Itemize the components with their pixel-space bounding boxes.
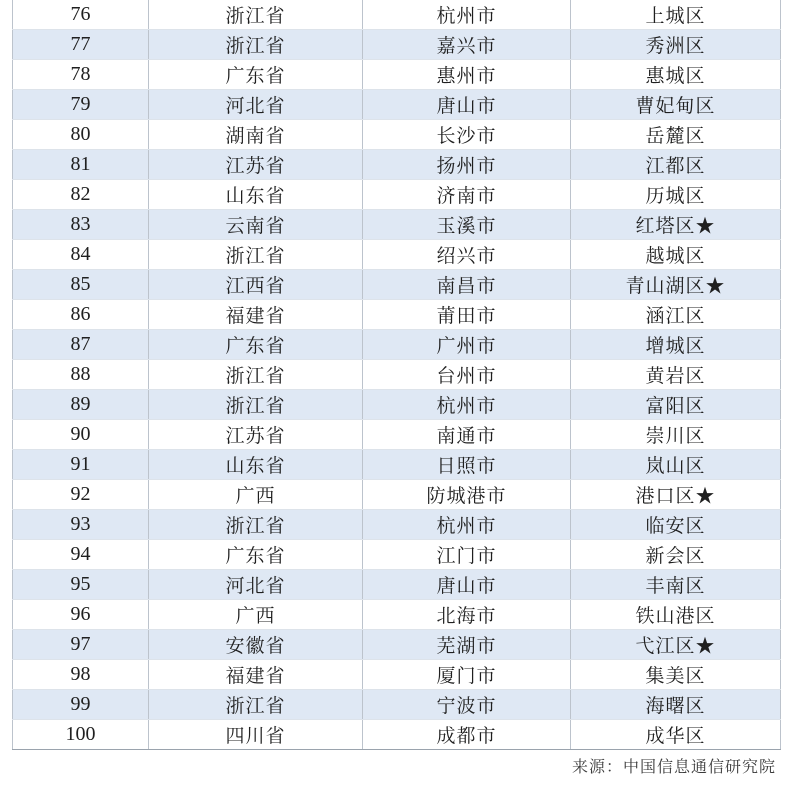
province-cell: 福建省 <box>149 660 363 690</box>
rank-cell: 86 <box>13 300 149 330</box>
table-row <box>13 60 781 90</box>
province-cell: 浙江省 <box>149 360 363 390</box>
district-cell: 江都区 <box>571 150 781 180</box>
rank-cell: 99 <box>13 690 149 720</box>
table-row <box>13 600 781 630</box>
city-cell: 成都市 <box>363 720 571 750</box>
city-cell: 南昌市 <box>363 270 571 300</box>
rank-cell: 83 <box>13 210 149 240</box>
rank-cell: 90 <box>13 420 149 450</box>
city-cell: 厦门市 <box>363 660 571 690</box>
rank-cell: 93 <box>13 510 149 540</box>
rank-cell: 89 <box>13 390 149 420</box>
province-cell: 云南省 <box>149 210 363 240</box>
table-row <box>13 630 781 660</box>
province-cell: 江苏省 <box>149 420 363 450</box>
province-cell: 广东省 <box>149 330 363 360</box>
rank-cell: 98 <box>13 660 149 690</box>
district-cell: 青山湖区★ <box>571 270 781 300</box>
province-cell: 浙江省 <box>149 30 363 60</box>
district-cell: 越城区 <box>571 240 781 270</box>
rank-cell: 88 <box>13 360 149 390</box>
city-cell: 长沙市 <box>363 120 571 150</box>
rank-cell: 79 <box>13 90 149 120</box>
district-cell: 黄岩区 <box>571 360 781 390</box>
city-cell: 杭州市 <box>363 510 571 540</box>
rank-cell: 78 <box>13 60 149 90</box>
province-cell: 浙江省 <box>149 510 363 540</box>
rank-cell: 84 <box>13 240 149 270</box>
ranking-table-container <box>12 0 780 750</box>
district-cell: 丰南区 <box>571 570 781 600</box>
table-row <box>13 690 781 720</box>
city-cell: 惠州市 <box>363 60 571 90</box>
rank-cell: 85 <box>13 270 149 300</box>
table-row <box>13 240 781 270</box>
district-cell: 岳麓区 <box>571 120 781 150</box>
rank-cell: 100 <box>13 720 149 750</box>
rank-cell: 94 <box>13 540 149 570</box>
district-cell: 集美区 <box>571 660 781 690</box>
district-cell: 新会区 <box>571 540 781 570</box>
city-cell: 玉溪市 <box>363 210 571 240</box>
province-cell: 山东省 <box>149 180 363 210</box>
table-row <box>13 390 781 420</box>
table-row <box>13 270 781 300</box>
city-cell: 扬州市 <box>363 150 571 180</box>
province-cell: 广东省 <box>149 540 363 570</box>
table-row <box>13 720 781 750</box>
table-row <box>13 360 781 390</box>
table-row <box>13 120 781 150</box>
table-row <box>13 570 781 600</box>
district-cell: 港口区★ <box>571 480 781 510</box>
table-row <box>13 90 781 120</box>
district-cell: 岚山区 <box>571 450 781 480</box>
rank-cell: 92 <box>13 480 149 510</box>
city-cell: 北海市 <box>363 600 571 630</box>
city-cell: 南通市 <box>363 420 571 450</box>
source-note: 来源：中国信息通信研究院 <box>571 757 776 776</box>
district-cell: 铁山港区 <box>571 600 781 630</box>
rank-cell: 82 <box>13 180 149 210</box>
province-cell: 河北省 <box>149 90 363 120</box>
table-row <box>13 300 781 330</box>
district-cell: 海曙区 <box>571 690 781 720</box>
province-cell: 浙江省 <box>149 240 363 270</box>
table-row <box>13 330 781 360</box>
province-cell: 广西 <box>149 600 363 630</box>
province-cell: 广西 <box>149 480 363 510</box>
city-cell: 防城港市 <box>363 480 571 510</box>
table-row <box>13 660 781 690</box>
province-cell: 山东省 <box>149 450 363 480</box>
province-cell: 江苏省 <box>149 150 363 180</box>
province-cell: 四川省 <box>149 720 363 750</box>
city-cell: 嘉兴市 <box>363 30 571 60</box>
province-cell: 广东省 <box>149 60 363 90</box>
city-cell: 莆田市 <box>363 300 571 330</box>
district-ranking-table <box>12 0 781 750</box>
district-cell: 临安区 <box>571 510 781 540</box>
table-row <box>13 210 781 240</box>
district-cell: 上城区 <box>571 0 781 30</box>
province-cell: 江西省 <box>149 270 363 300</box>
province-cell: 安徽省 <box>149 630 363 660</box>
city-cell: 唐山市 <box>363 90 571 120</box>
district-cell: 弋江区★ <box>571 630 781 660</box>
city-cell: 日照市 <box>363 450 571 480</box>
rank-cell: 80 <box>13 120 149 150</box>
city-cell: 杭州市 <box>363 0 571 30</box>
district-cell: 成华区 <box>571 720 781 750</box>
city-cell: 江门市 <box>363 540 571 570</box>
district-cell: 历城区 <box>571 180 781 210</box>
district-cell: 崇川区 <box>571 420 781 450</box>
district-cell: 涵江区 <box>571 300 781 330</box>
city-cell: 台州市 <box>363 360 571 390</box>
table-body <box>13 0 781 750</box>
city-cell: 广州市 <box>363 330 571 360</box>
district-cell: 秀洲区 <box>571 30 781 60</box>
rank-cell: 91 <box>13 450 149 480</box>
district-cell: 红塔区★ <box>571 210 781 240</box>
table-row <box>13 540 781 570</box>
table-row <box>13 480 781 510</box>
table-row <box>13 450 781 480</box>
city-cell: 宁波市 <box>363 690 571 720</box>
district-cell: 富阳区 <box>571 390 781 420</box>
city-cell: 济南市 <box>363 180 571 210</box>
table-row <box>13 510 781 540</box>
table-row <box>13 0 781 30</box>
province-cell: 湖南省 <box>149 120 363 150</box>
city-cell: 芜湖市 <box>363 630 571 660</box>
district-cell: 惠城区 <box>571 60 781 90</box>
province-cell: 浙江省 <box>149 390 363 420</box>
district-cell: 曹妃甸区 <box>571 90 781 120</box>
city-cell: 杭州市 <box>363 390 571 420</box>
rank-cell: 87 <box>13 330 149 360</box>
province-cell: 浙江省 <box>149 0 363 30</box>
rank-cell: 96 <box>13 600 149 630</box>
table-row <box>13 420 781 450</box>
rank-cell: 77 <box>13 30 149 60</box>
province-cell: 河北省 <box>149 570 363 600</box>
rank-cell: 76 <box>13 0 149 30</box>
rank-cell: 97 <box>13 630 149 660</box>
table-row <box>13 180 781 210</box>
rank-cell: 81 <box>13 150 149 180</box>
city-cell: 唐山市 <box>363 570 571 600</box>
city-cell: 绍兴市 <box>363 240 571 270</box>
table-row <box>13 30 781 60</box>
district-cell: 增城区 <box>571 330 781 360</box>
table-row <box>13 150 781 180</box>
province-cell: 浙江省 <box>149 690 363 720</box>
rank-cell: 95 <box>13 570 149 600</box>
province-cell: 福建省 <box>149 300 363 330</box>
